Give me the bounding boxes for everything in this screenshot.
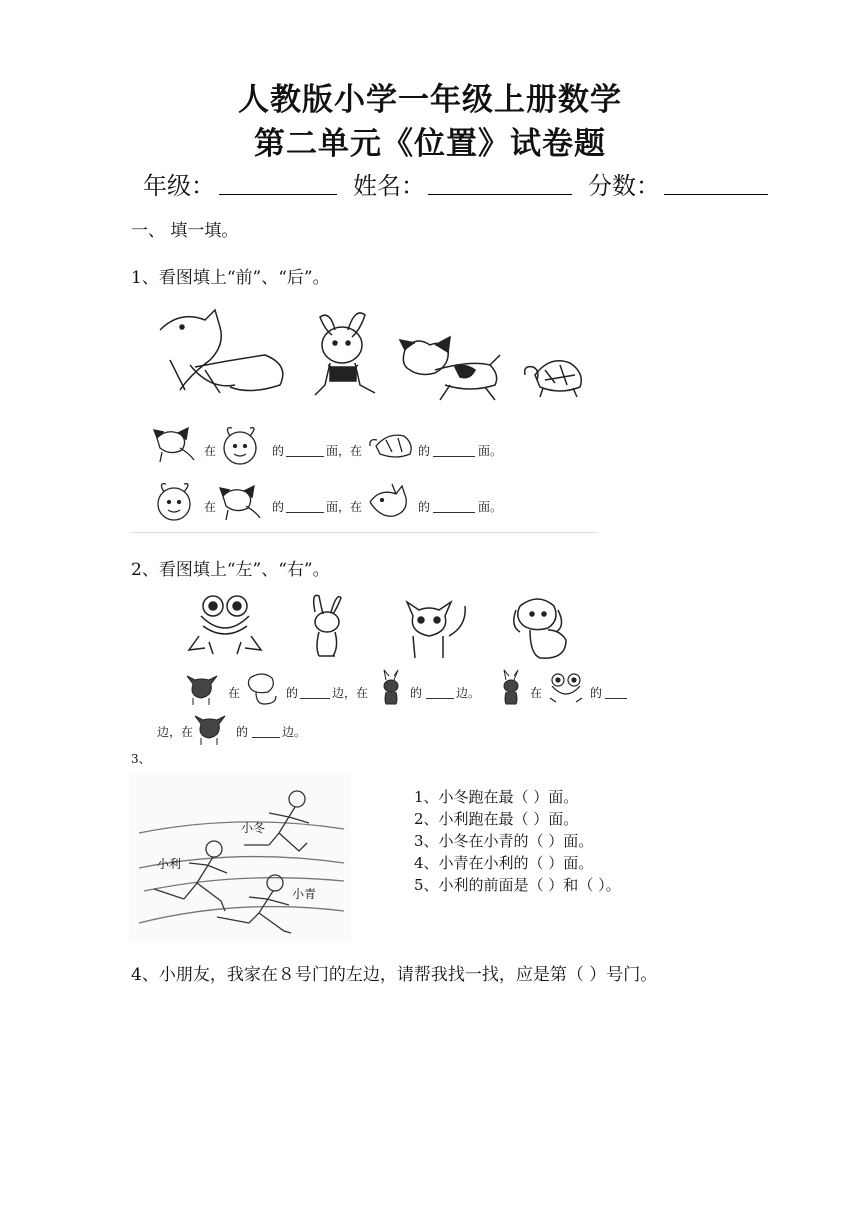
page-title: 人教版小学一年级上册数学 bbox=[238, 82, 622, 118]
page-subtitle: 第二单元《位置》试卷题 bbox=[254, 126, 606, 162]
answer-blank[interactable] bbox=[605, 686, 627, 699]
label-xiaodong: 小冬 bbox=[241, 821, 266, 835]
rabbit-icon bbox=[218, 426, 264, 466]
grade-field[interactable] bbox=[219, 166, 337, 195]
answer-blank[interactable] bbox=[426, 686, 454, 699]
text-bian: 边。 bbox=[282, 725, 307, 739]
turtle-icon bbox=[366, 432, 416, 462]
grade-label: 年级： bbox=[143, 172, 215, 200]
text-zai: 在 bbox=[204, 500, 217, 514]
text-de: 的 bbox=[418, 444, 431, 458]
q3-item-5: 5、小利的前面是（ ）和（ ）。 bbox=[414, 876, 621, 894]
text-de: 的 bbox=[236, 725, 249, 739]
answer-blank[interactable] bbox=[300, 686, 330, 699]
text-zai: 在 bbox=[228, 686, 241, 700]
text-de: 的 bbox=[418, 500, 431, 514]
answer-blank[interactable] bbox=[286, 500, 324, 513]
answer-blank[interactable] bbox=[286, 444, 324, 457]
question-4-label: 4、小朋友，我家在８号门的左边，请帮我找一找，应是第（ ）号门。 bbox=[131, 965, 658, 985]
section-heading: 一、 填一填。 bbox=[131, 221, 239, 241]
text-zai: 在 bbox=[204, 444, 217, 458]
text-bian: 边，在 bbox=[332, 686, 369, 700]
dog-icon bbox=[400, 337, 500, 400]
q1-animals-illustration bbox=[150, 305, 600, 405]
rabbit-icon bbox=[500, 670, 524, 706]
divider bbox=[131, 532, 597, 533]
text-mian: 面，在 bbox=[326, 444, 363, 458]
text-de: 的 bbox=[410, 686, 423, 700]
runner-icon bbox=[217, 875, 291, 933]
answer-blank[interactable] bbox=[252, 725, 280, 738]
score-field[interactable] bbox=[664, 166, 768, 195]
text-mian: 面。 bbox=[478, 444, 503, 458]
q3-race-illustration bbox=[129, 773, 351, 941]
answer-blank[interactable] bbox=[433, 444, 475, 457]
cat-icon bbox=[185, 672, 223, 706]
question-3-label: 3、 bbox=[131, 752, 151, 766]
text-zai: 在 bbox=[530, 686, 543, 700]
cat-icon bbox=[193, 712, 231, 746]
puppy-icon bbox=[244, 672, 280, 706]
frog-icon bbox=[548, 672, 584, 704]
text-de: 的 bbox=[272, 444, 285, 458]
turtle-icon bbox=[525, 361, 582, 397]
label-xiaoli: 小利 bbox=[157, 857, 182, 871]
dog-icon bbox=[152, 426, 200, 464]
runner-icon bbox=[154, 841, 227, 911]
score-label: 分数： bbox=[588, 172, 660, 200]
text-de: 的 bbox=[286, 686, 299, 700]
q3-item-2: 2、小利跑在最（ ）面。 bbox=[414, 810, 579, 828]
name-field[interactable] bbox=[428, 166, 572, 195]
answer-blank[interactable] bbox=[433, 500, 475, 513]
cat-icon bbox=[407, 602, 465, 658]
text-mian: 面。 bbox=[478, 500, 503, 514]
q2-animals-illustration bbox=[195, 592, 585, 662]
rabbit-icon bbox=[152, 482, 198, 522]
dog-icon bbox=[218, 484, 266, 522]
text-mian: 面，在 bbox=[326, 500, 363, 514]
rabbit-icon bbox=[314, 595, 341, 656]
q3-item-3: 3、小冬在小青的（ ）面。 bbox=[414, 832, 594, 850]
label-xiaoqing: 小青 bbox=[292, 887, 317, 901]
rabbit-icon bbox=[380, 670, 404, 706]
text-bian: 边，在 bbox=[157, 725, 194, 739]
q3-item-1: 1、小冬跑在最（ ）面。 bbox=[414, 788, 579, 806]
question-2-label: 2、看图填上“左”、“右”。 bbox=[131, 560, 330, 580]
fox-icon bbox=[160, 310, 283, 393]
text-de: 的 bbox=[590, 686, 603, 700]
text-de: 的 bbox=[272, 500, 285, 514]
puppy-icon bbox=[514, 599, 566, 658]
frog-icon bbox=[189, 596, 261, 654]
text-bian: 边。 bbox=[456, 686, 481, 700]
name-label: 姓名： bbox=[353, 172, 425, 200]
rabbit-icon bbox=[315, 313, 375, 395]
q3-item-4: 4、小青在小利的（ ）面。 bbox=[414, 854, 594, 872]
question-1-label: 1、看图填上“前”、“后”。 bbox=[131, 268, 330, 288]
fox-icon bbox=[366, 484, 416, 520]
